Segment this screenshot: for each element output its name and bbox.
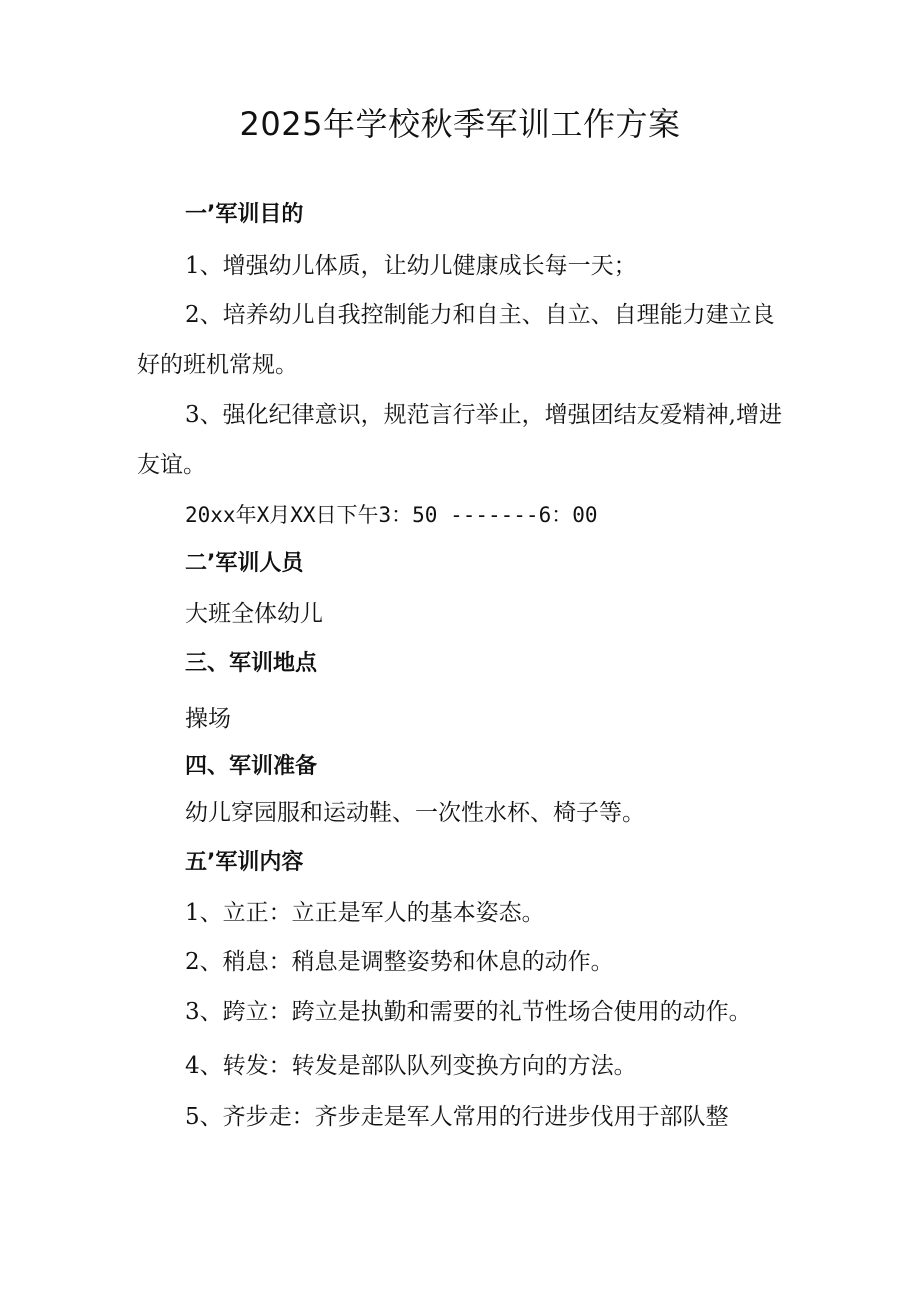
purpose-item-2-line-1: 2、培养幼儿自我控制能力和自主、自立、自理能力建立良 [185, 302, 775, 328]
content-item-2: 2、稍息：稍息是调整姿势和休息的动作。 [185, 949, 614, 975]
content-item-4: 4、转发：转发是部队队列变换方向的方法。 [185, 1053, 637, 1079]
location-content: 操场 [185, 706, 231, 732]
personnel-content: 大班全体幼儿 [185, 601, 323, 627]
content-item-3: 3、跨立：跨立是执勤和需要的礼节性场合使用的动作。 [185, 999, 752, 1025]
training-time: 20xx年X月XX日下午3：50 -------6：00 [185, 503, 598, 527]
section-heading-preparation: 四、军训准备 [185, 754, 318, 779]
section-heading-location: 三、军训地点 [185, 651, 318, 676]
preparation-content: 幼儿穿园服和运动鞋、一次性水杯、椅子等。 [185, 800, 645, 826]
purpose-item-2-line-2: 好的班机常规。 [137, 352, 298, 378]
content-item-1: 1、立正：立正是军人的基本姿态。 [185, 900, 545, 926]
page-title: 2025年学校秋季军训工作方案 [239, 105, 681, 143]
content-item-5: 5、齐步走：齐步走是军人常用的行进步伐用于部队整 [185, 1104, 729, 1130]
purpose-item-3-line-1: 3、强化纪律意识，规范言行举止，增强团结友爱精神,增进 [185, 402, 782, 428]
purpose-item-1: 1、增强幼儿体质，让幼儿健康成长每一天； [185, 253, 637, 279]
section-heading-purpose: 一’军训目的 [185, 202, 304, 227]
purpose-item-3-line-2: 友谊。 [137, 452, 206, 478]
section-heading-content: 五’军训内容 [185, 850, 304, 875]
section-heading-personnel: 二’军训人员 [185, 551, 304, 576]
